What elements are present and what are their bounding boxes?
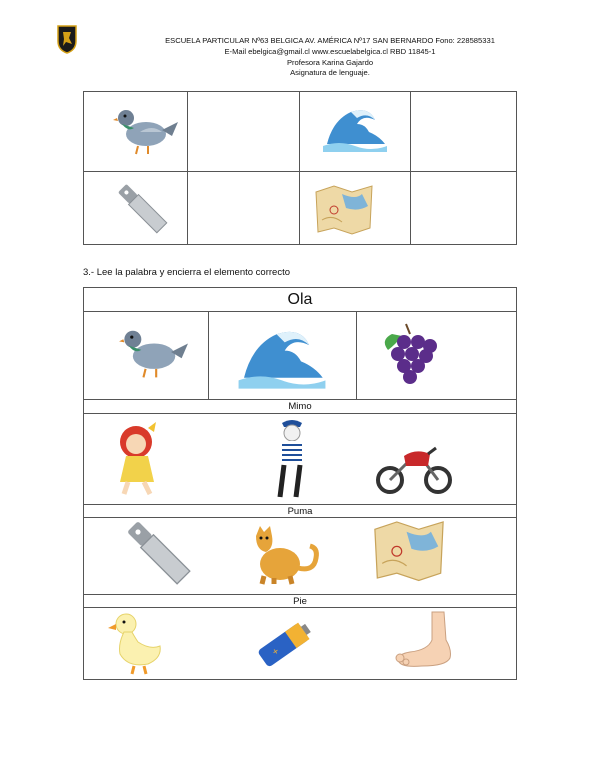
doll-icon (110, 420, 170, 498)
top-worksheet-table (83, 91, 517, 245)
file-tool-icon (114, 180, 170, 236)
grapes-icon (376, 320, 446, 390)
word-mimo: Mimo (288, 401, 312, 412)
wave-icon (323, 100, 387, 156)
header-line-subject: Asignatura de lenguaje. (290, 68, 370, 78)
header-line-address: ESCUELA PARTICULAR Nº63 BELGICA AV. AMÉRICA Nº17 SAN BERNARDO Fono: 228585331 (165, 36, 495, 45)
school-header (120, 36, 540, 79)
header-line-teacher: Profesora Karina Gajardo (286, 57, 374, 67)
svg-text:+: + (270, 645, 282, 659)
mime-icon (270, 417, 316, 501)
foot-icon (392, 610, 458, 672)
battery-icon (250, 614, 320, 674)
pigeon-icon (112, 102, 178, 160)
motorcycle-icon (376, 438, 452, 496)
file-tool-icon (122, 516, 194, 588)
exercise-3-table (83, 287, 517, 680)
pigeon-icon (118, 322, 188, 384)
school-crest-logo (57, 24, 77, 54)
word-pie: Pie (293, 596, 307, 607)
header-line-contact: E-Mail ebelgica@gmail.cl www.escuelabelgica.cl RBD 11845-1 (224, 46, 436, 56)
duck-icon (108, 610, 164, 678)
map-icon (370, 516, 448, 584)
exercise-3-instruction: 3.- Lee la palabra y encierra el elemento correcto (83, 267, 291, 278)
puma-icon (244, 518, 324, 588)
map-icon (312, 182, 376, 236)
word-ola: Ola (287, 291, 313, 308)
wave-icon (234, 318, 330, 394)
word-puma: Puma (287, 506, 313, 517)
